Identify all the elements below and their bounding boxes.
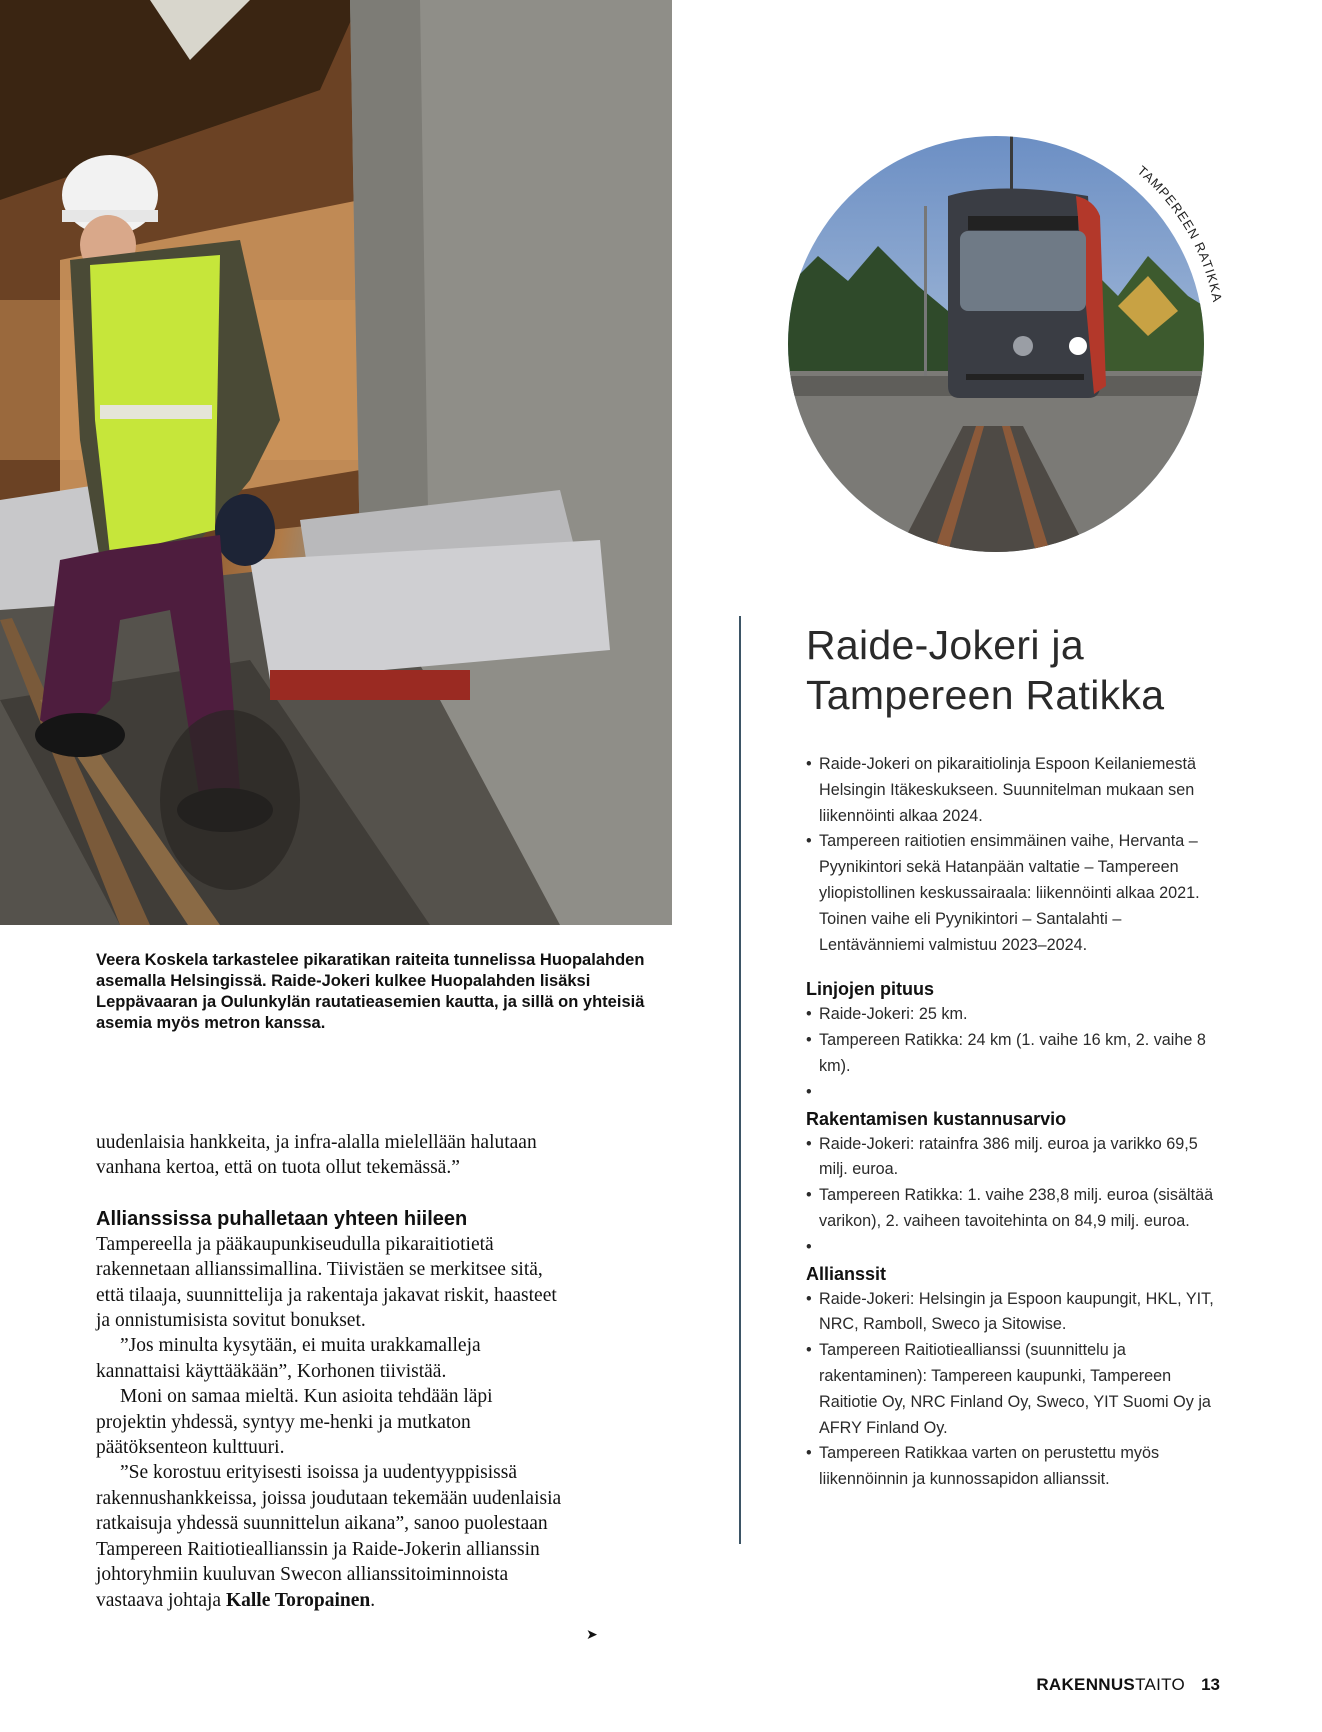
list-item: • Raide-Jokeri: 25 km. xyxy=(806,1002,1216,1028)
photo-caption: Veera Koskela tarkastelee pikaratikan raiteita tunnelissa Huopalahden asemalla Helsingissä. Raide-Jokeri kulkee Huopalahden lisäksi Leppävaaran ja Oulunkylän rautatieasemien kautta, ja sillä on yhteisiä asemia myös metron kanssa. xyxy=(96,951,645,1032)
paragraph-end: . xyxy=(370,1589,376,1611)
tunnel-photo-illustration xyxy=(0,0,672,925)
list-item: • Tampereen Ratikka: 24 km (1. vaihe 16 km, 2. vaihe 8 km). xyxy=(806,1028,1216,1080)
paragraph: Tampereella ja pääkaupunkiseudulla pikaraitiotietä rakennetaan allianssimallina. Tiivistäen se merkitsee sitä, että tilaaja, suunnittelija ja rakentaja jakavat riskit, haasteet ja onnistumisista sovitut bonukset. xyxy=(96,1233,557,1332)
factbox-intro-list xyxy=(806,752,1216,958)
photo-label-ring xyxy=(760,108,1230,578)
tunnel-photo xyxy=(0,0,672,925)
cost-list xyxy=(806,1132,1216,1261)
magazine-brand-bold: RAKENNUS xyxy=(1036,1675,1136,1694)
list-item: • Raide-Jokeri: Helsingin ja Espoon kaupungit, HKL, YIT, NRC, Ramboll, Sweco ja Sitowise. xyxy=(806,1287,1216,1339)
paragraph: Moni on samaa mieltä. Kun asioita tehdään läpi projektin yhdessä, syntyy me-henki ja mutkaton päätöksenteon kulttuuri. xyxy=(96,1386,493,1459)
factbox-divider xyxy=(739,616,741,1544)
list-item: • Raide-Jokeri on pikaraitiolinja Espoon Keilaniemestä Helsingin Itäkeskukseen. Suunnitelman mukaan sen liikennöinti alkaa 2024. xyxy=(806,752,1216,829)
svg-text:TAMPEREEN RATIKKA xyxy=(1135,163,1226,304)
cost-heading: Rakentamisen kustannusarvio xyxy=(806,1108,1067,1129)
list-item-empty xyxy=(806,1080,1216,1106)
paragraph-continuation: uudenlaisia hankkeita, ja infra-alalla mielellään halutaan vanhana kertoa, että on tuota ollut tekemässä.” xyxy=(96,1132,537,1179)
lengths-list xyxy=(806,1002,1216,1105)
paragraph-quote xyxy=(96,1460,566,1612)
factbox xyxy=(806,620,1216,1493)
page-number: 13 xyxy=(1201,1675,1220,1694)
list-item: • Tampereen Ratikkaa varten on perustettu myös liikennöinnin ja kunnossapidon allianssit. xyxy=(806,1441,1216,1493)
paragraph-quote: ”Jos minulta kysytään, ei muita urakkamalleja kannattaisi käyttääkään”, Korhonen tiivistää. xyxy=(96,1335,481,1382)
factbox-title-line2: Tampereen Ratikka xyxy=(806,672,1165,718)
page-footer xyxy=(1036,1675,1220,1695)
article-body xyxy=(96,1130,566,1613)
photo-label: TAMPEREEN RATIKKA xyxy=(1134,162,1226,304)
section-heading: Allianssissa puhalletaan yhteen hiileen xyxy=(96,1207,468,1230)
lengths-heading: Linjojen pituus xyxy=(806,979,934,1000)
list-item: • Tampereen raitiotien ensimmäinen vaihe, Hervanta – Pyynikintori sekä Hatanpään valtatie – Tampereen yliopistollinen keskussairaala: liikennöinti alkaa 2021. Toinen vaihe eli Pyynikintori – Santalahti – Lentävänniemi valmistuu 2023–2024. xyxy=(806,829,1216,958)
list-item: • Tampereen Raitiotieallianssi (suunnittelu ja rakentaminen): Tampereen kaupunki, Tampereen Raitiotie Oy, NRC Finland Oy, Sweco, YIT Suomi Oy ja AFRY Finland Oy. xyxy=(806,1338,1216,1441)
continue-arrow-icon: ➤ xyxy=(586,1626,598,1642)
person-name: Kalle Toropainen xyxy=(225,1589,371,1611)
list-item-empty xyxy=(806,1235,1216,1261)
list-item: • Raide-Jokeri: ratainfra 386 milj. euroa ja varikko 69,5 milj. euroa. xyxy=(806,1132,1216,1184)
alliance-heading: Allianssit xyxy=(806,1263,887,1284)
alliance-list xyxy=(806,1287,1216,1493)
factbox-title-line1: Raide-Jokeri ja xyxy=(806,622,1084,668)
list-item: • Tampereen Ratikka: 1. vaihe 238,8 milj. euroa (sisältää varikon), 2. vaiheen tavoitehinta on 84,9 milj. euroa. xyxy=(806,1183,1216,1235)
magazine-brand-light: TAITO xyxy=(1135,1675,1186,1694)
paragraph-text: ”Se korostuu erityisesti isoissa ja uudentyyppisissä rakennushankkeissa, joissa joudutaan tekemään uudenlaisia ratkaisuja yhdessä suunnittelun aikana”, sanoo puolestaan Tampereen Raitiotieallianssin ja Raide-Jokerin allianssin johtoryhmiin kuuluvan Swecon allianssitoiminnoista vastaava johtaja xyxy=(96,1462,562,1611)
factbox-title xyxy=(806,620,1216,720)
